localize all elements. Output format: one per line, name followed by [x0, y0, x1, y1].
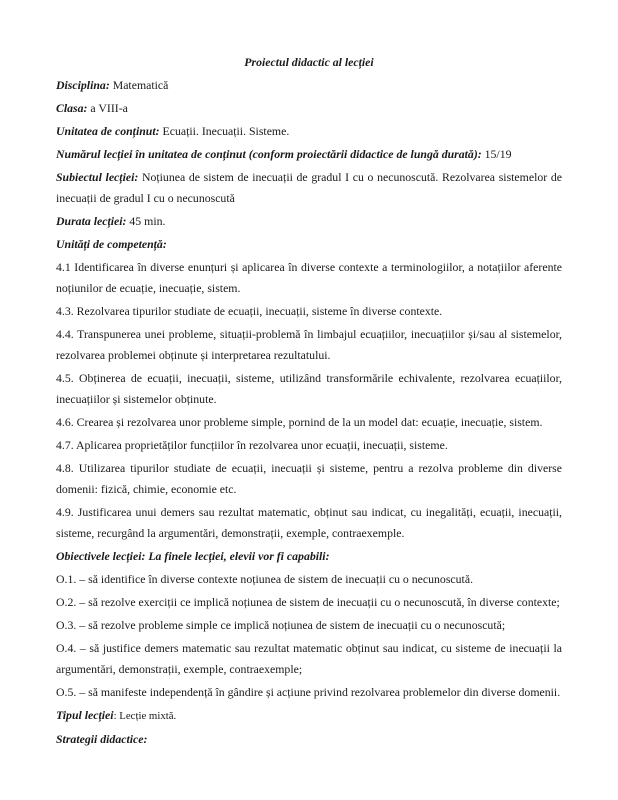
- objectives-list: [56, 569, 562, 703]
- strategies-line: [56, 729, 562, 750]
- competence-units-heading: [56, 234, 562, 255]
- competence-units-list: [56, 257, 562, 544]
- duration-line: [56, 211, 562, 232]
- grade-line: [56, 98, 562, 119]
- document-page: [56, 50, 562, 752]
- content-unit-value: Ecuații. Inecuații. Sisteme.: [159, 124, 290, 138]
- competence-item: 4.4. Transpunerea unei probleme, situații-problemă în limbajul ecuațiilor, inecuațiilor și/sau al sistemelor, rezolvarea problemei obținute și interpretarea rezultatului.: [56, 327, 562, 362]
- competence-item: 4.9. Justificarea unui demers sau rezultat matematic, obținut sau indicat, cu inegalități, ecuații, inecuații, sisteme, recurgând la argumentări, demonstrații, exemple, contraexemple.: [56, 505, 562, 540]
- objective-item: O.1. – să identifice în diverse contexte noțiunea de sistem de inecuații cu o necunoscută.: [56, 572, 474, 586]
- document-title: Proiectul didactic al lecției: [244, 55, 374, 69]
- lesson-number-label: Numărul lecției în unitatea de conținut (conform proiectării didactice de lungă durată):: [56, 147, 482, 161]
- grade-label: Clasa:: [56, 101, 88, 115]
- discipline-value: Matematică: [109, 78, 169, 92]
- grade-value: a VIII-a: [87, 101, 128, 115]
- lesson-type-line: [56, 705, 562, 727]
- content-unit-line: [56, 121, 562, 142]
- competence-item: 4.3. Rezolvarea tipurilor studiate de ecuații, inecuații, sisteme în diverse contexte.: [56, 304, 443, 318]
- objectives-heading: [56, 546, 562, 567]
- objectives-label: Obiectivele lecției: La finele lecției, elevii vor fi capabili:: [56, 549, 330, 563]
- competence-item: 4.8. Utilizarea tipurilor studiate de ecuații, inecuații și sisteme, pentru a rezolva probleme din diverse domenii: fizică, chimie, economie etc.: [56, 461, 562, 496]
- duration-value: 45 min.: [126, 214, 166, 228]
- lesson-type-label: Tipul lecției: [56, 708, 114, 722]
- competence-item: 4.1 Identificarea în diverse enunțuri și aplicarea în diverse contexte a terminologiilor, a notațiilor aferente noțiunilor de ecuație, inecuație, sistem.: [56, 260, 562, 295]
- lesson-number-value: 15/19: [481, 147, 512, 161]
- lesson-subject-line: [56, 167, 562, 209]
- lesson-subject-value: Noțiunea de sistem de inecuații de gradul I cu o necunoscută. Rezolvarea sistemelor de inecuații de gradul I cu o necunoscută: [56, 170, 562, 205]
- objective-item: O.4. – să justifice demers matematic sau rezultat matematic obținut sau indicat, cu sisteme de inecuații la argumentări, demonstrații, exemple, contraexemple;: [56, 641, 562, 676]
- competence-item: 4.5. Obținerea de ecuații, inecuații, sisteme, utilizând transformările echivalente, rezolvarea ecuațiilor, inecuațiilor și sistemelor obținute.: [56, 371, 562, 406]
- duration-label: Durata lecției:: [56, 214, 127, 228]
- strategies-label: Strategii didactice:: [56, 732, 148, 746]
- objective-item: O.5. – să manifeste independență în gândire și acțiune privind rezolvarea problemelor din diverse domenii.: [56, 685, 561, 699]
- discipline-line: [56, 75, 562, 96]
- objective-item: O.3. – să rezolve probleme simple ce implică noțiunea de sistem de inecuații cu o necunoscută;: [56, 618, 506, 632]
- lesson-number-line: [56, 144, 562, 165]
- lesson-type-value: : Lecție mixtă.: [113, 710, 177, 722]
- objective-item: O.2. – să rezolve exerciții ce implică noțiunea de sistem de inecuații cu o necunoscută, în diverse contexte;: [56, 595, 560, 609]
- competence-item: 4.7. Aplicarea proprietăților funcțiilor în rezolvarea unor ecuații, inecuații, sisteme.: [56, 438, 448, 452]
- content-unit-label: Unitatea de conținut:: [56, 124, 160, 138]
- competence-units-label: Unități de competență:: [56, 237, 167, 251]
- competence-item: 4.6. Crearea și rezolvarea unor probleme simple, pornind de la un model dat: ecuație, inecuație, sistem.: [56, 415, 543, 429]
- discipline-label: Disciplina:: [56, 78, 110, 92]
- lesson-subject-label: Subiectul lecției:: [56, 170, 139, 184]
